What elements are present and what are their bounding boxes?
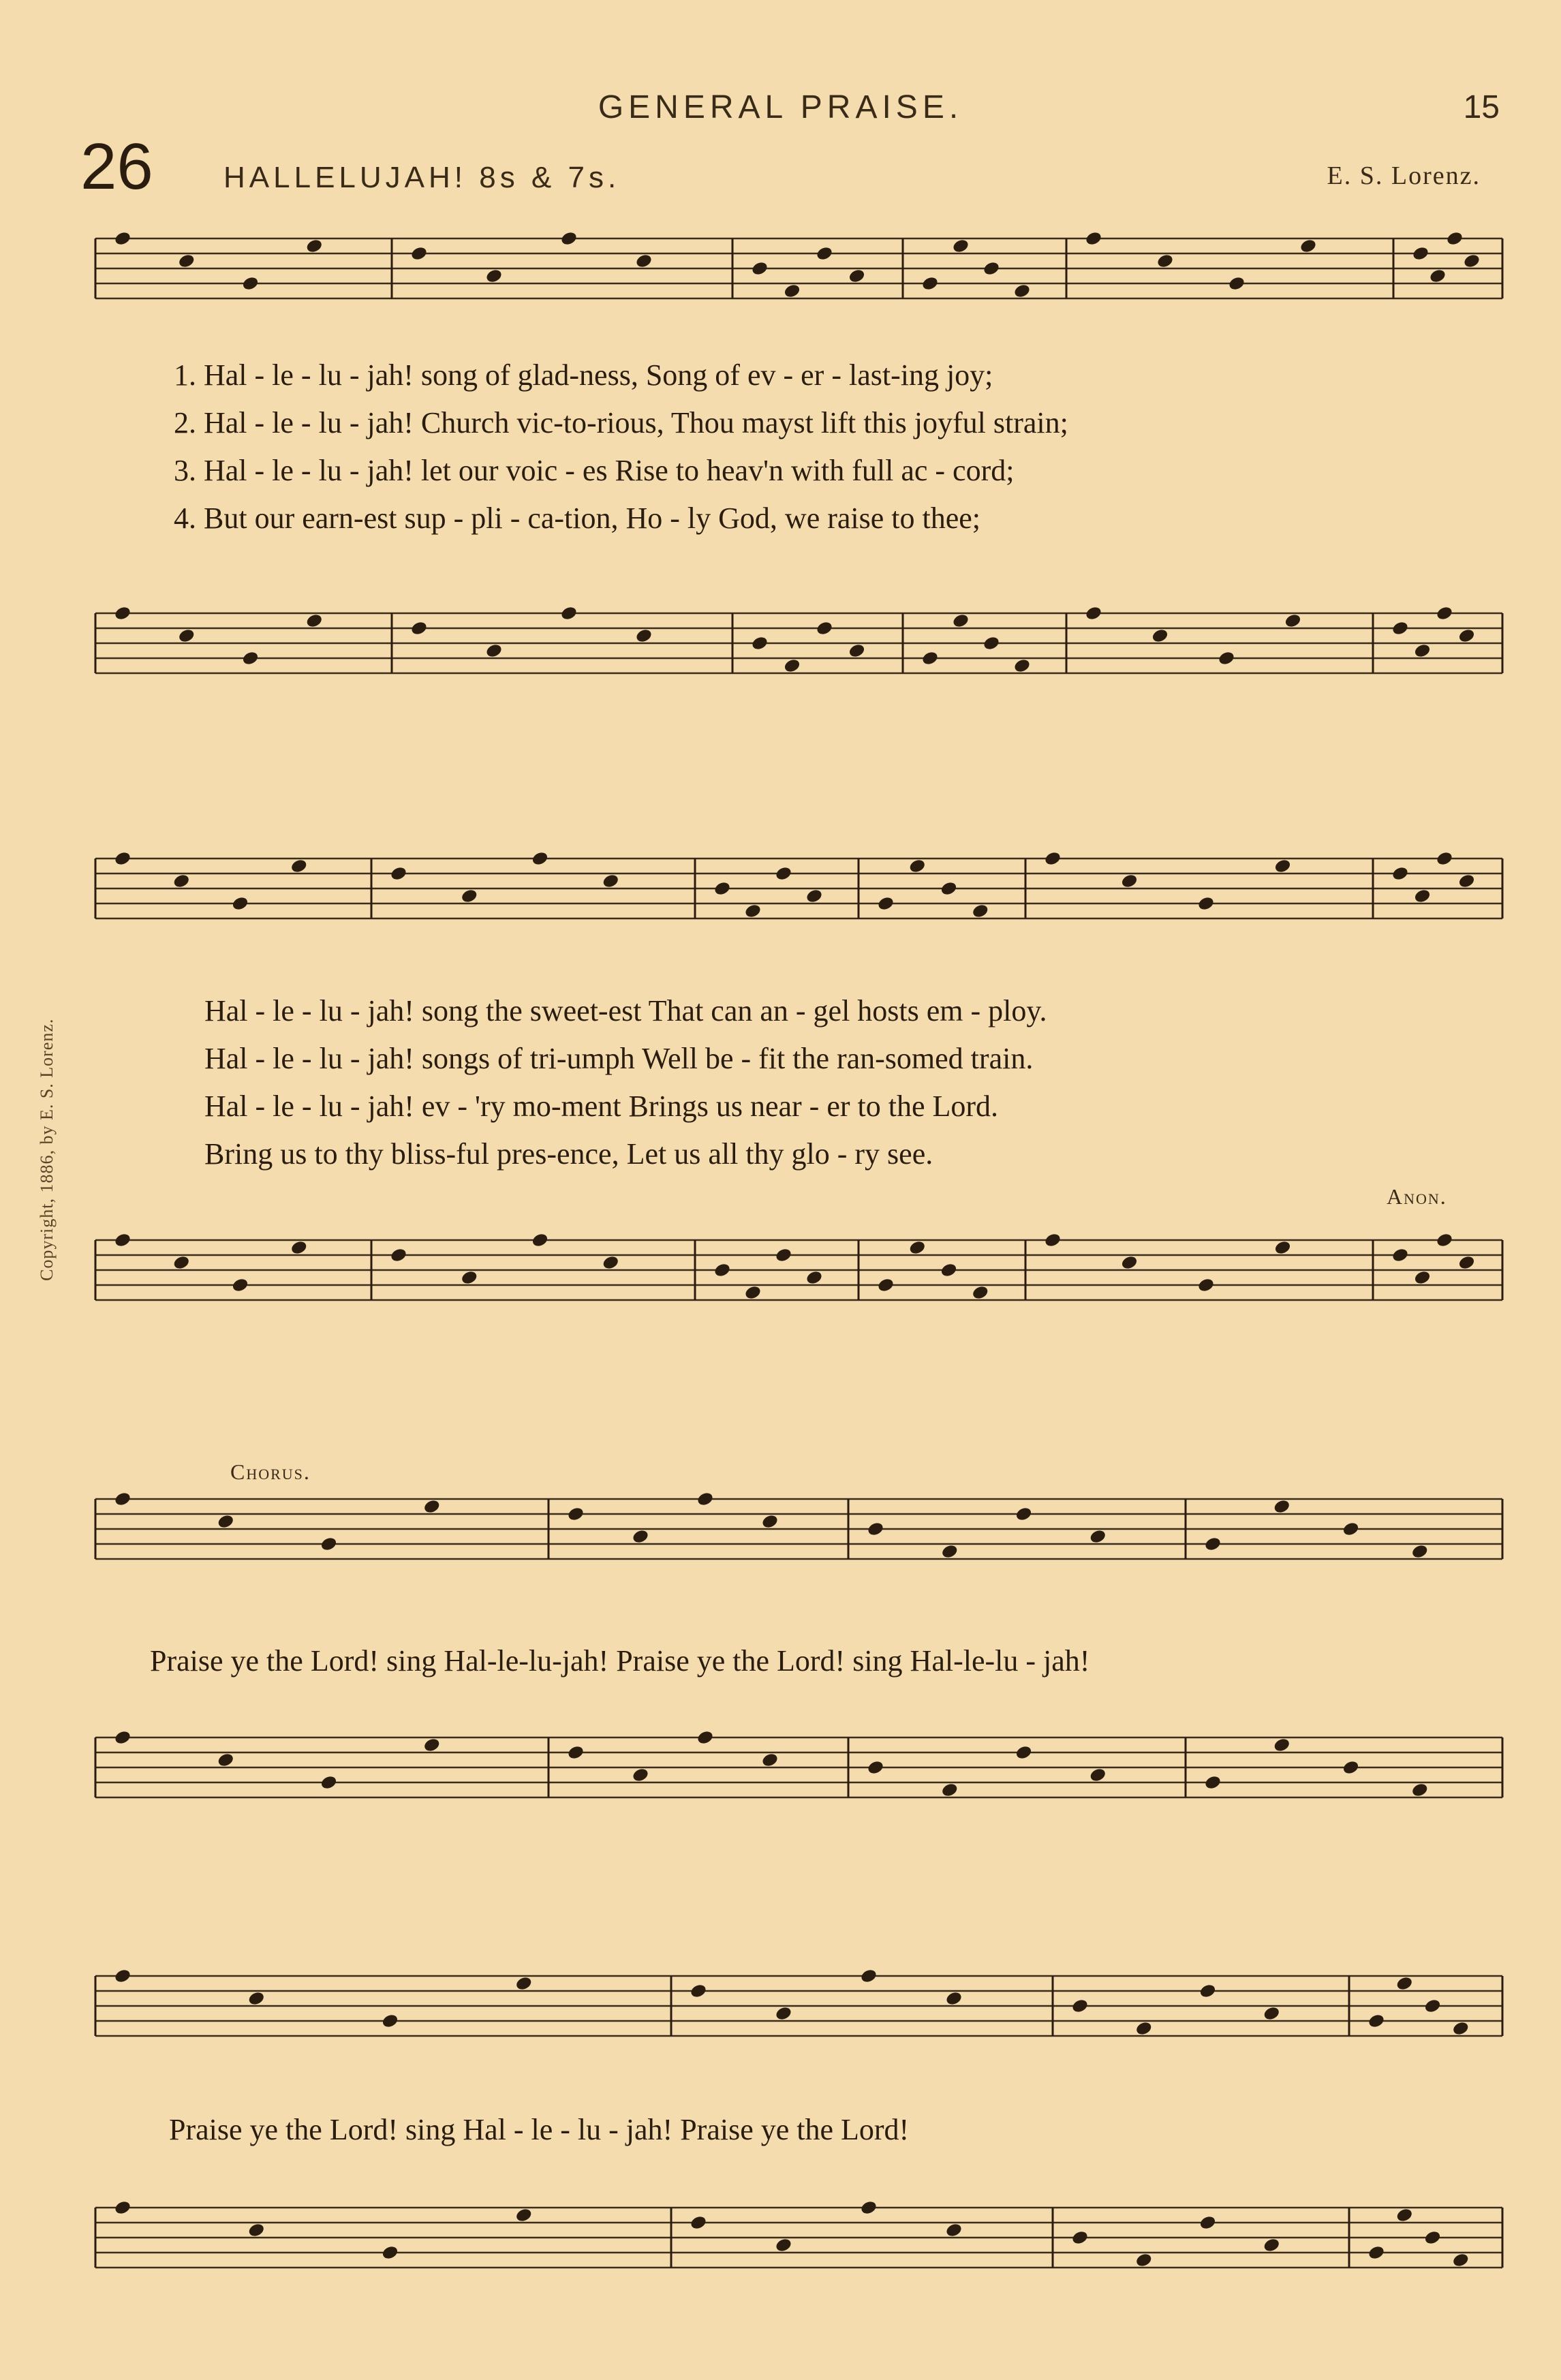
chorus1-treble-staff (0, 1472, 1561, 1581)
hymn-number: 26 (80, 130, 153, 203)
copyright-notice: Copyright, 1886, by E. S. Lorenz. (37, 1018, 57, 1281)
system2-verse-3: Hal - le - lu - jah! ev - 'ry mo-ment Brings us near - er to the Lord. (204, 1089, 999, 1123)
chorus-line-2: Praise ye the Lord! sing Hal - le - lu - jah! Praise ye the Lord! (169, 2113, 910, 2146)
hymn-title: HALLELUJAH! 8s & 7s. (223, 161, 621, 194)
system1-bass-staff (0, 566, 1561, 715)
chorus2-treble-staff (0, 1949, 1561, 2085)
system1-verse-1: 1. Hal - le - lu - jah! song of glad-ness, Song of ev - er - last-ing joy; (174, 358, 993, 392)
text-attribution: Anon. (1387, 1184, 1447, 1209)
page-number: 15 (1463, 89, 1500, 125)
chorus-label: Chorus. (230, 1459, 311, 1484)
system2-verse-4: Bring us to thy bliss-ful pres-ence, Let us all thy glo - ry see. (204, 1137, 933, 1171)
system1-verse-3: 3. Hal - le - lu - jah! let our voic - es Rise to heav'n with full ac - cord; (174, 454, 1015, 487)
system1-verse-4: 4. But our earn-est sup - pli - ca-tion, Ho - ly God, we raise to thee; (174, 501, 981, 535)
chorus-line-1: Praise ye the Lord! sing Hal-le-lu-jah! Praise ye the Lord! sing Hal-le-lu - jah! (150, 1644, 1090, 1678)
page-header-title: GENERAL PRAISE. (598, 89, 963, 125)
chorus1-bass-staff (0, 1697, 1561, 1846)
system1-treble-staff (0, 232, 1561, 341)
system1-verse-2: 2. Hal - le - lu - jah! Church vic-to-rious, Thou mayst lift this joyful strain; (174, 406, 1068, 439)
system2-treble-staff (0, 838, 1561, 974)
system2-bass-staff (0, 1186, 1561, 1335)
composer: E. S. Lorenz. (1327, 161, 1481, 190)
system2-verse-1: Hal - le - lu - jah! song the sweet-est That can an - gel hosts em - ploy. (204, 994, 1047, 1027)
chorus2-bass-staff (0, 2160, 1561, 2310)
system2-verse-2: Hal - le - lu - jah! songs of tri-umph Well be - fit the ran-somed train. (204, 1042, 1034, 1075)
